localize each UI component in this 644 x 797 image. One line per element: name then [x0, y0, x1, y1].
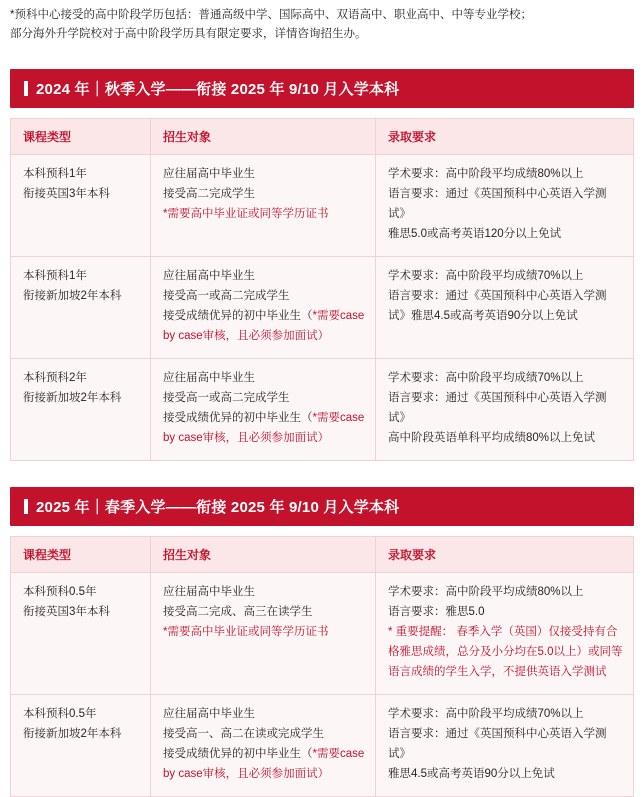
table-row	[11, 695, 634, 797]
footnote-line-2: 部分海外升学院校对于高中阶段学历具有限定要求，详情咨询招生办。	[10, 27, 367, 40]
audience-line: 应往届高中毕业生	[163, 708, 255, 721]
audience-line-highlight: *需要case by case审核，且必须参加面试）	[163, 747, 365, 780]
cell-program-type	[11, 257, 151, 359]
table-row	[11, 155, 634, 257]
column-header-requirement: 录取要求	[376, 537, 634, 573]
column-header-type: 课程类型	[11, 119, 151, 155]
cell-requirement	[376, 155, 634, 257]
banner-title: 2025 年｜春季入学——衔接 2025 年 9/10 月入学本科	[36, 499, 400, 517]
requirement-line: 雅思4.5或高考英语90分以上免试	[388, 767, 555, 780]
cell-program-type	[11, 359, 151, 461]
audience-line: *需要高中毕业证或同等学历证书	[163, 207, 329, 220]
program-type-line: 衔接新加坡2年本科	[23, 728, 122, 741]
program-type-line: 本科预科0.5年	[23, 708, 97, 721]
section-spring-2025	[10, 487, 634, 797]
banner-title: 2024 年｜秋季入学——衔接 2025 年 9/10 月入学本科	[36, 81, 400, 99]
program-type-line: 衔接新加坡2年本科	[23, 392, 122, 405]
program-type-line: 本科预科1年	[23, 168, 87, 181]
audience-line: 接受成绩优异的初中毕业生（*需要case by case审核，且必须参加面试）	[163, 747, 365, 780]
audience-line: 应往届高中毕业生	[163, 270, 255, 283]
banner-accent-bar	[24, 81, 28, 96]
table-header-row	[11, 119, 634, 155]
cell-audience	[151, 573, 376, 695]
column-header-audience: 招生对象	[151, 119, 376, 155]
column-header-requirement: 录取要求	[376, 119, 634, 155]
cell-requirement	[376, 695, 634, 797]
spacer-between-sections	[0, 461, 644, 487]
column-header-type: 课程类型	[11, 537, 151, 573]
program-type-line: 本科预科2年	[23, 372, 87, 385]
requirement-line: 语言要求：雅思5.0	[388, 606, 485, 619]
requirement-line: 学术要求：高中阶段平均成绩70%以上	[388, 372, 584, 385]
section-autumn-2024	[10, 69, 634, 461]
cell-program-type	[11, 695, 151, 797]
audience-line-highlight: *需要case by case审核，且必须参加面试）	[163, 309, 365, 342]
requirement-line: * 重要提醒： 春季入学（英国）仅接受持有合格雅思成绩，总分及小分均在5.0以上）或同等语言成绩的学生入学，不提供英语入学测试	[388, 625, 623, 678]
programs-table	[10, 536, 634, 797]
table-row	[11, 573, 634, 695]
cell-requirement	[376, 573, 634, 695]
section-banner	[10, 487, 634, 526]
requirement-line: 学术要求：高中阶段平均成绩80%以上	[388, 586, 584, 599]
audience-line: 接受高二完成学生	[163, 188, 255, 201]
spacer-top	[0, 43, 644, 69]
cell-audience	[151, 257, 376, 359]
audience-line-highlight: *需要case by case审核，且必须参加面试）	[163, 411, 365, 444]
audience-line: 接受高一、高二在读或完成学生	[163, 728, 324, 741]
program-type-line: 衔接英国3年本科	[23, 188, 110, 201]
audience-line: 接受成绩优异的初中毕业生（*需要case by case审核，且必须参加面试）	[163, 411, 365, 444]
audience-line: 应往届高中毕业生	[163, 586, 255, 599]
requirement-line: 语言要求：通过《英国预科中心英语入学测试》雅思4.5或高考英语90分以上免试	[388, 290, 607, 322]
audience-line: 接受高一或高二完成学生	[163, 290, 290, 303]
requirement-line: 语言要求：通过《英国预科中心英语入学测试》	[388, 188, 607, 220]
banner-accent-bar	[24, 499, 28, 514]
table-body	[11, 155, 634, 461]
requirement-line: 学术要求：高中阶段平均成绩70%以上	[388, 708, 584, 721]
program-type-line: 衔接英国3年本科	[23, 606, 110, 619]
program-type-line: 本科预科0.5年	[23, 586, 97, 599]
requirement-line: 语言要求：通过《英国预科中心英语入学测试》	[388, 728, 607, 760]
table-body	[11, 573, 634, 797]
table-header-row	[11, 537, 634, 573]
footnote-block	[0, 0, 644, 43]
cell-requirement	[376, 359, 634, 461]
audience-line: 接受高二完成、高三在读学生	[163, 606, 313, 619]
cell-audience	[151, 155, 376, 257]
table-row	[11, 257, 634, 359]
program-type-line: 衔接新加坡2年本科	[23, 290, 122, 303]
cell-requirement	[376, 257, 634, 359]
cell-program-type	[11, 155, 151, 257]
footnote-line-1: *预科中心接受的高中阶段学历包括：普通高级中学、国际高中、双语高中、职业高中、中等专业学校；	[10, 9, 532, 21]
requirement-line: 高中阶段英语单科平均成绩80%以上免试	[388, 431, 596, 444]
program-type-line: 本科预科1年	[23, 270, 87, 283]
cell-program-type	[11, 573, 151, 695]
requirement-line: 语言要求：通过《英国预科中心英语入学测试》	[388, 392, 607, 424]
audience-line: *需要高中毕业证或同等学历证书	[163, 625, 329, 638]
column-header-audience: 招生对象	[151, 537, 376, 573]
audience-line: 应往届高中毕业生	[163, 372, 255, 385]
requirement-line: 雅思5.0或高考英语120分以上免试	[388, 227, 562, 240]
audience-line: 接受高一或高二完成学生	[163, 392, 290, 405]
requirement-line: 学术要求：高中阶段平均成绩80%以上	[388, 168, 584, 181]
section-banner	[10, 69, 634, 108]
programs-table	[10, 118, 634, 461]
cell-audience	[151, 359, 376, 461]
cell-audience	[151, 695, 376, 797]
audience-line: 接受成绩优异的初中毕业生（*需要case by case审核，且必须参加面试）	[163, 309, 365, 342]
table-row	[11, 359, 634, 461]
audience-line: 应往届高中毕业生	[163, 168, 255, 181]
requirement-line: 学术要求：高中阶段平均成绩70%以上	[388, 270, 584, 283]
